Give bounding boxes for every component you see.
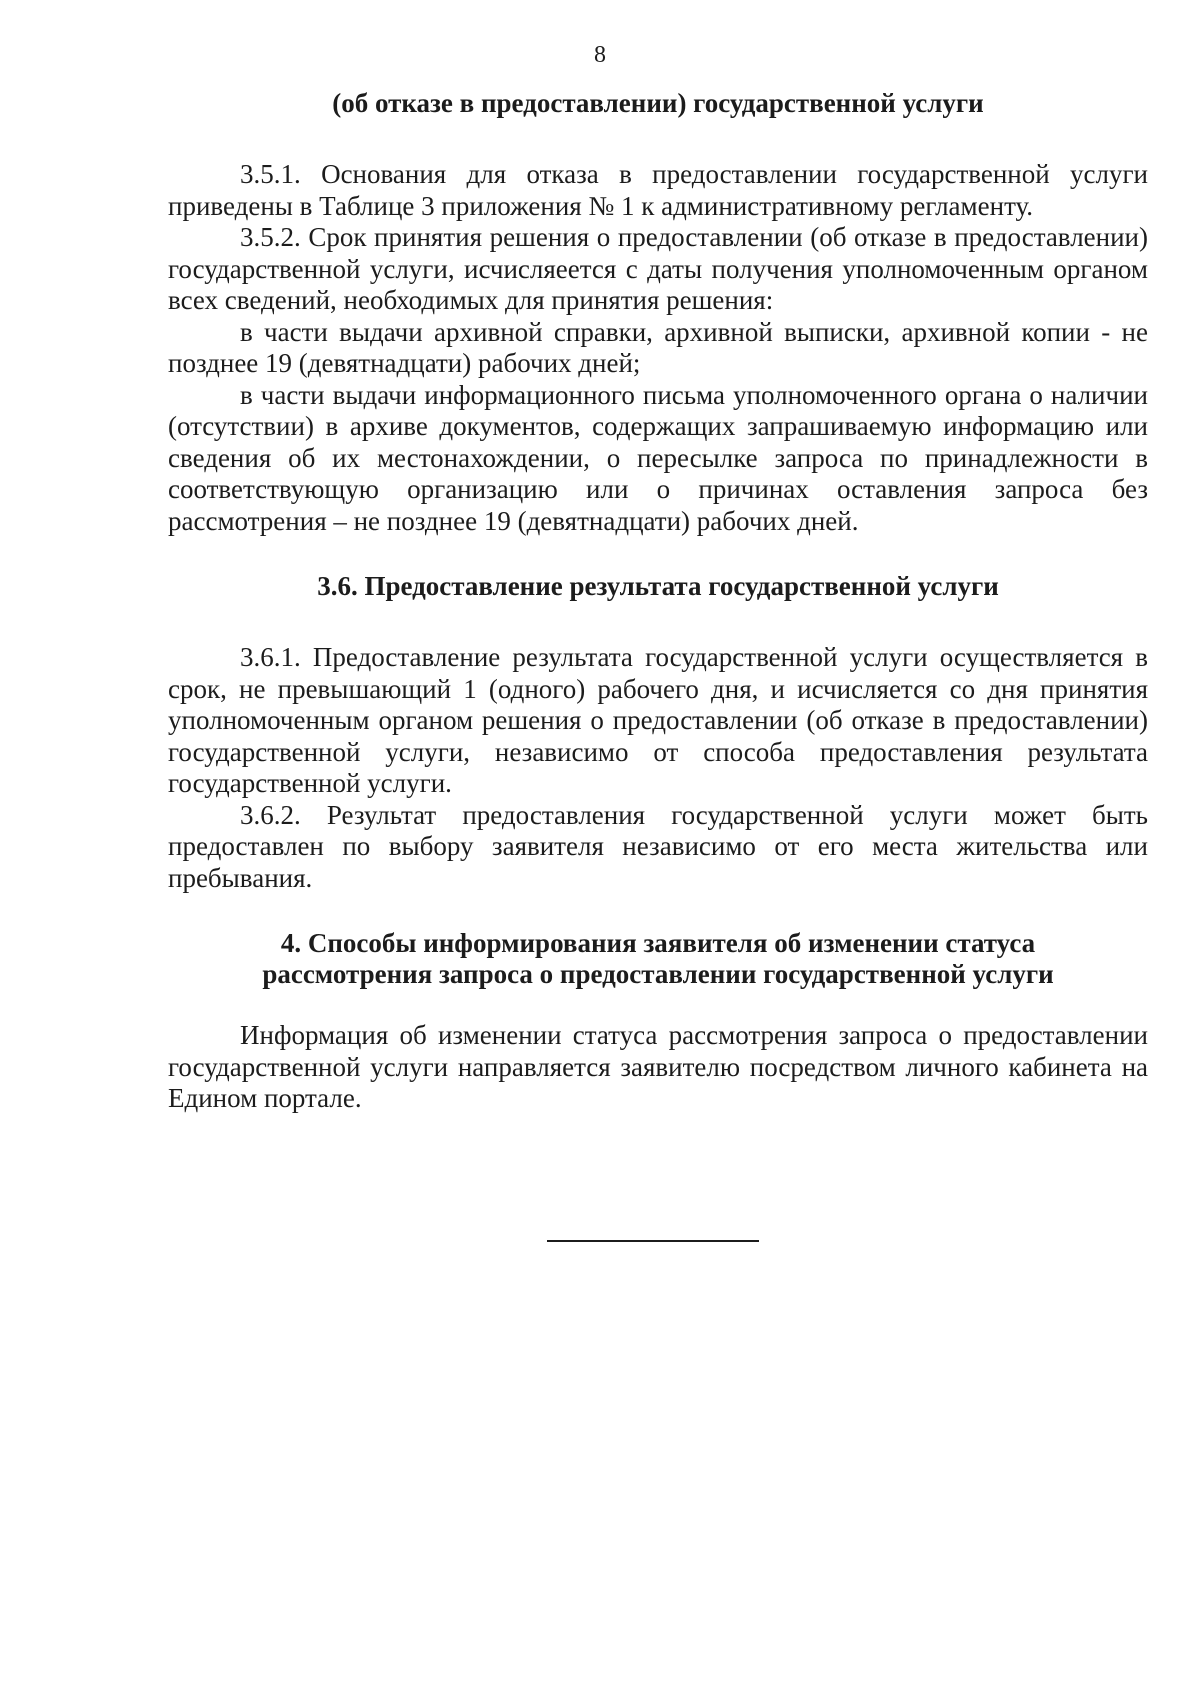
paragraph-3-5-1: 3.5.1. Основания для отказа в предоставлении государственной услуги приведены в Таблице 3 приложения № 1 к административному регламенту. <box>168 159 1148 221</box>
page-number: 8 <box>594 42 606 68</box>
end-divider-line <box>547 1240 759 1242</box>
paragraph-3-6-2: 3.6.2. Результат предоставления государственной услуги может быть предоставлен по выбору заявителя независимо от его места жительства или пребывания. <box>168 799 1148 893</box>
section-4-heading-line-2: рассмотрения запроса о предоставлении государственной услуги <box>262 959 1054 989</box>
spacer <box>168 602 1148 642</box>
paragraph-status-notification: Информация об изменении статуса рассмотрения запроса о предоставлении государственной услуги направляется заявителю посредством личного кабинета на Едином портале. <box>168 1020 1148 1113</box>
spacer <box>168 119 1148 159</box>
spacer <box>168 537 1148 571</box>
section-3-5-heading-tail: (об отказе в предоставлении) государственной услуги <box>332 88 984 118</box>
spacer <box>168 894 1148 928</box>
paragraph-archive-deadline: в части выдачи архивной справки, архивной выписки, архивной копии - не позднее 19 (девятнадцати) рабочих дней; <box>168 316 1148 378</box>
spacer <box>168 990 1148 1020</box>
section-3-6-heading: 3.6. Предоставление результата государственной услуги <box>317 571 999 601</box>
paragraph-3-6-1: 3.6.1. Предоставление результата государственной услуги осуществляется в срок, не превышающий 1 (одного) рабочего дня, и исчисляется со дня принятия уполномоченным органом решения о предоставлении (об отказе в предоставлении) государственной услуги, независимо от способа предоставления результата государственной услуги. <box>168 642 1148 798</box>
section-4-heading-line-1: 4. Способы информирования заявителя об изменении статуса <box>280 928 1036 958</box>
paragraph-3-5-2: 3.5.2. Срок принятия решения о предоставлении (об отказе в предоставлении) государственной услуги, исчисляеется с даты получения уполномоченным органом всех сведений, необходимых для принятия решения: <box>168 222 1148 315</box>
paragraph-info-letter-deadline: в части выдачи информационного письма уполномоченного органа о наличии (отсутствии) в архиве документов, содержащих запрашиваемую информацию или сведения об их местонахождении, о пересылке запроса по принадлежности в соответствующую организацию или о причинах оставления запроса без рассмотрения – не позднее 19 (девятнадцати) рабочих дней. <box>168 379 1148 536</box>
document-body <box>168 88 1148 1115</box>
